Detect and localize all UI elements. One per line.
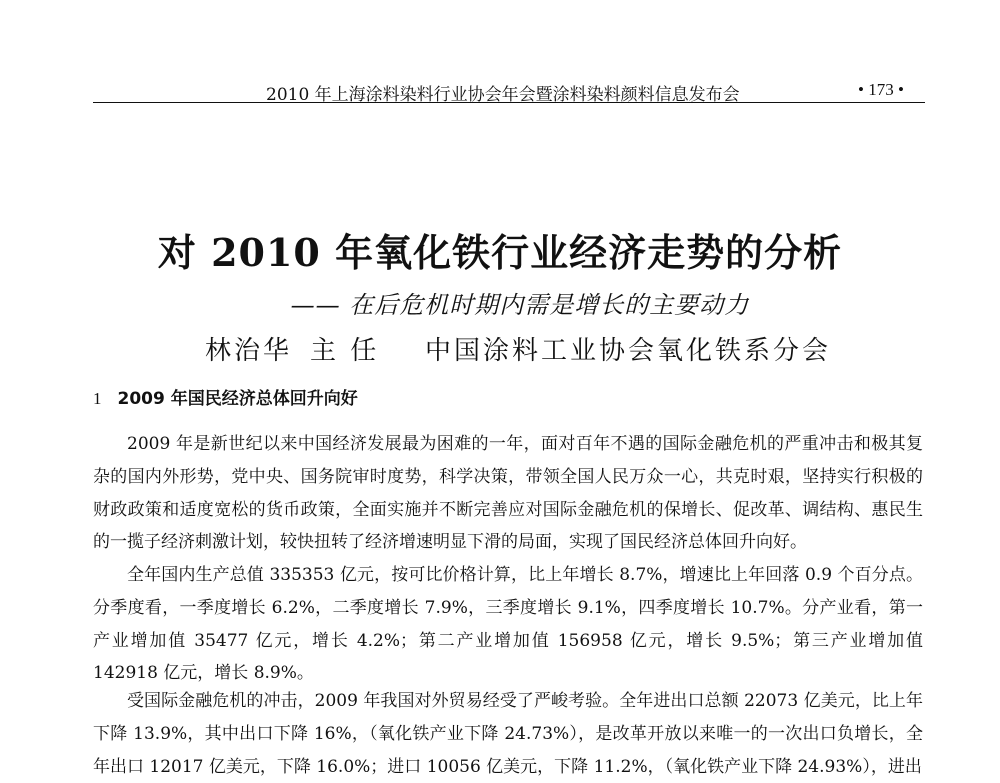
page-number: • 173 • (858, 80, 904, 99)
section-title: 2009 年国民经济总体回升向好 (117, 389, 358, 409)
header-rule (93, 102, 925, 103)
article-title: 对 2010 年氧化铁行业经济走势的分析 (157, 230, 843, 275)
body-paragraph: 全年国内生产总值 335353 亿元，按可比价格计算，比上年增长 8.7%，增速比上年回落 0.9 个百分点。分季度看，一季度增长 6.2%，二季度增长 7.9%，三季度增长 9.1%，四季度增长 10.7%。分产业看，第一产业增加值 35477 亿元，增长 4.2%；第二产业增加值 156958 亿元，增长 9.5%；第三产业增加值 142918 亿元，增长 8.9%。 (93, 565, 923, 684)
body-paragraph: 2009 年是新世纪以来中国经济发展最为困难的一年，面对百年不遇的国际金融危机的严重冲击和极其复杂的国内外形势，党中央、国务院审时度势，科学决策，带领全国人民万众一心，共克时艰，坚持实行积极的财政政策和适度宽松的货币政策，全面实施并不断完善应对国际金融危机的保增长、促改革、调结构、惠民生的一揽子经济刺激计划，较快扭转了经济增速明显下滑的局面，实现了国民经济总体回升向好。 (93, 434, 923, 553)
body-paragraph: 受国际金融危机的冲击，2009 年我国对外贸易经受了严峻考验。全年进出口总额 22073 亿美元，比上年下降 13.9%，其中出口下降 16%，（氧化铁产业下降 24.73%），是改革开放以来唯一的一次出口负增长，全年出口 12017 亿美元，下降 16.0%；进口 10056 亿美元，下降 11.2%，（氧化铁产业下降 24.93%），进出 (93, 691, 923, 777)
section-heading (93, 384, 358, 409)
section-number: 1 (93, 389, 102, 408)
author-role: 主 任 (310, 336, 380, 366)
author-organization: 中国涂料工业协会氧化铁系分会 (425, 336, 832, 366)
running-header-title: 2010 年上海涂料染料行业协会年会暨涂料染料颜料信息发布会 (266, 85, 740, 105)
article-subtitle: —— 在后危机时期内需是增长的主要动力 (290, 291, 750, 319)
author-name: 林治华 (205, 336, 293, 366)
author-line (0, 330, 1000, 364)
running-header (0, 72, 1000, 105)
